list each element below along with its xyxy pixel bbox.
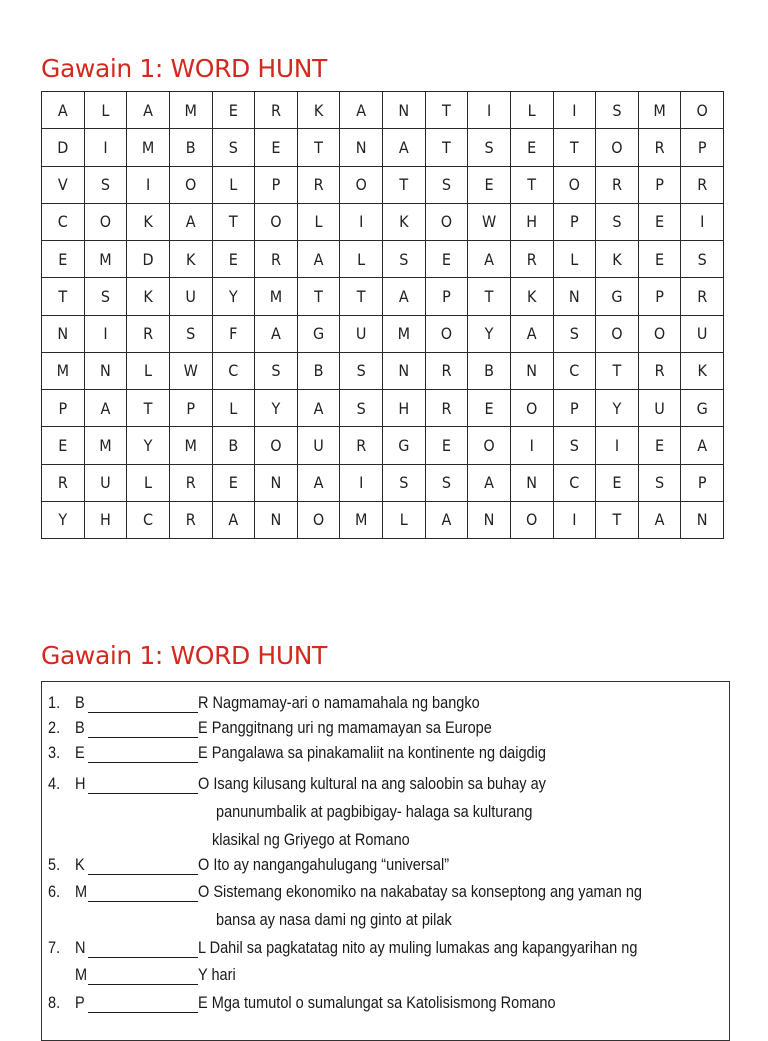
grid-cell[interactable]: H <box>510 203 553 240</box>
grid-cell[interactable]: A <box>212 501 255 538</box>
grid-cell[interactable]: O <box>553 166 596 203</box>
clue-number: 4. <box>48 775 61 793</box>
grid-cell[interactable]: T <box>596 352 639 389</box>
grid-cell[interactable]: R <box>510 241 553 278</box>
grid-cell[interactable]: A <box>510 315 553 352</box>
grid-cell[interactable]: I <box>84 129 127 166</box>
clue-definition <box>198 744 546 763</box>
grid-cell[interactable]: U <box>169 278 212 315</box>
grid-cell[interactable]: P <box>425 278 468 315</box>
grid-cell[interactable]: N <box>383 92 426 129</box>
grid-cell[interactable]: P <box>638 278 681 315</box>
grid-cell[interactable]: K <box>383 203 426 240</box>
grid-cell[interactable]: N <box>510 464 553 501</box>
grid-cell[interactable]: I <box>468 92 511 129</box>
grid-cell[interactable]: T <box>425 129 468 166</box>
clue-text-continued: panunumbalik at pagbibigay- halaga sa kulturang <box>216 803 533 821</box>
grid-cell[interactable]: O <box>425 315 468 352</box>
grid-cell[interactable]: W <box>169 352 212 389</box>
grid-cell[interactable]: R <box>638 352 681 389</box>
clue-end-letter: E <box>198 719 208 737</box>
clue-end-letter: Y <box>198 966 208 984</box>
grid-cell[interactable]: P <box>638 166 681 203</box>
clue-end-letter: O <box>198 883 210 901</box>
grid-cell[interactable]: M <box>169 92 212 129</box>
grid-cell[interactable]: T <box>297 129 340 166</box>
grid-cell[interactable]: R <box>255 241 298 278</box>
grid-cell[interactable]: E <box>596 464 639 501</box>
grid-cell[interactable]: H <box>383 390 426 427</box>
clue-text-continued: bansa ay nasa dami ng ginto at pilak <box>216 911 452 929</box>
grid-cell[interactable]: I <box>84 315 127 352</box>
worksheet-title-clues: Gawain 1: WORD HUNT <box>41 641 327 670</box>
grid-cell[interactable]: I <box>553 92 596 129</box>
grid-cell[interactable]: A <box>340 92 383 129</box>
clue-end-letter: R <box>198 694 209 712</box>
grid-cell[interactable]: R <box>638 129 681 166</box>
grid-cell[interactable]: L <box>383 501 426 538</box>
grid-cell[interactable]: M <box>255 278 298 315</box>
clue-definition <box>198 966 236 985</box>
grid-cell[interactable]: O <box>638 315 681 352</box>
clue-text: hari <box>211 966 236 984</box>
grid-cell[interactable]: K <box>510 278 553 315</box>
grid-row <box>42 203 724 240</box>
grid-cell[interactable]: O <box>84 203 127 240</box>
grid-cell[interactable]: B <box>297 352 340 389</box>
grid-cell[interactable]: E <box>255 129 298 166</box>
grid-cell[interactable]: N <box>84 352 127 389</box>
grid-cell[interactable]: E <box>510 129 553 166</box>
grid-cell[interactable]: Y <box>127 427 170 464</box>
clue-text: Isang kilusang kultural na ang saloobin sa buhay ay <box>213 775 546 793</box>
grid-cell[interactable]: O <box>468 427 511 464</box>
grid-cell[interactable]: L <box>553 241 596 278</box>
grid-cell[interactable]: R <box>340 427 383 464</box>
grid-cell[interactable]: A <box>297 390 340 427</box>
grid-cell[interactable]: K <box>596 241 639 278</box>
grid-cell[interactable]: T <box>212 203 255 240</box>
grid-row <box>42 390 724 427</box>
grid-cell[interactable]: K <box>681 352 724 389</box>
grid-cell[interactable]: B <box>468 352 511 389</box>
grid-cell[interactable]: Y <box>468 315 511 352</box>
grid-cell[interactable]: S <box>383 241 426 278</box>
clue-number: 6. <box>48 883 61 901</box>
grid-cell[interactable]: R <box>255 92 298 129</box>
grid-cell[interactable]: E <box>638 203 681 240</box>
grid-cell[interactable]: R <box>42 464 85 501</box>
grid-cell[interactable]: I <box>510 427 553 464</box>
grid-row <box>42 352 724 389</box>
grid-cell[interactable]: N <box>340 129 383 166</box>
grid-cell[interactable]: E <box>638 241 681 278</box>
clue-number: 7. <box>48 939 61 957</box>
grid-cell[interactable]: E <box>425 427 468 464</box>
grid-cell[interactable]: S <box>638 464 681 501</box>
worksheet-title: Gawain 1: WORD HUNT <box>41 54 327 83</box>
grid-cell[interactable]: K <box>297 92 340 129</box>
clue-end-letter: E <box>198 744 208 762</box>
clue-end-letter: O <box>198 775 210 793</box>
clue-definition <box>198 994 556 1013</box>
grid-row <box>42 92 724 129</box>
grid-cell[interactable]: L <box>212 390 255 427</box>
grid-cell[interactable]: A <box>169 203 212 240</box>
grid-cell[interactable]: T <box>510 166 553 203</box>
grid-cell[interactable]: C <box>42 203 85 240</box>
grid-cell[interactable]: M <box>84 241 127 278</box>
grid-cell[interactable]: W <box>468 203 511 240</box>
grid-cell[interactable]: E <box>638 427 681 464</box>
grid-cell[interactable]: H <box>84 501 127 538</box>
grid-cell[interactable]: O <box>255 427 298 464</box>
clue-number: 1. <box>48 694 61 712</box>
clue-number: 3. <box>48 744 61 762</box>
clue-definition <box>198 939 637 958</box>
grid-cell[interactable]: C <box>212 352 255 389</box>
grid-cell[interactable]: L <box>510 92 553 129</box>
grid-cell[interactable]: G <box>297 315 340 352</box>
grid-cell[interactable]: R <box>297 166 340 203</box>
clue-text: Sistemang ekonomiko na nakabatay sa konseptong ang yaman ng <box>213 883 642 901</box>
grid-cell[interactable]: O <box>255 203 298 240</box>
grid-cell[interactable]: O <box>169 166 212 203</box>
grid-cell[interactable]: N <box>681 501 724 538</box>
grid-cell[interactable]: T <box>340 278 383 315</box>
grid-cell[interactable]: L <box>212 166 255 203</box>
clue-end-letter: O <box>198 856 210 874</box>
grid-cell[interactable]: L <box>297 203 340 240</box>
grid-cell[interactable]: I <box>553 501 596 538</box>
grid-cell[interactable]: S <box>340 352 383 389</box>
clue-answer-blank[interactable] <box>88 874 198 875</box>
grid-cell[interactable]: O <box>596 315 639 352</box>
grid-cell[interactable]: F <box>212 315 255 352</box>
clue-start-letter: H <box>75 775 86 793</box>
grid-cell[interactable]: S <box>553 315 596 352</box>
grid-cell[interactable]: S <box>553 427 596 464</box>
grid-cell[interactable]: N <box>510 352 553 389</box>
grid-cell[interactable]: I <box>681 203 724 240</box>
grid-cell[interactable]: N <box>468 501 511 538</box>
grid-cell[interactable]: T <box>553 129 596 166</box>
grid-cell[interactable]: N <box>255 464 298 501</box>
clue-definition <box>198 883 642 902</box>
clue-text-continued: klasikal ng Griyego at Romano <box>212 831 410 849</box>
grid-cell[interactable]: D <box>42 129 85 166</box>
grid-cell[interactable]: B <box>169 129 212 166</box>
grid-cell[interactable]: S <box>681 241 724 278</box>
grid-cell[interactable]: E <box>42 427 85 464</box>
grid-row <box>42 166 724 203</box>
grid-cell[interactable]: A <box>383 278 426 315</box>
clue-start-letter: M <box>75 883 88 901</box>
grid-cell[interactable]: R <box>681 278 724 315</box>
grid-cell[interactable]: S <box>84 278 127 315</box>
grid-cell[interactable]: G <box>383 427 426 464</box>
grid-cell[interactable]: E <box>468 166 511 203</box>
grid-cell[interactable]: R <box>425 390 468 427</box>
grid-cell[interactable]: R <box>596 166 639 203</box>
clue-text: Nagmamay-ari o namamahala ng bangko <box>212 694 480 712</box>
grid-cell[interactable]: S <box>596 92 639 129</box>
clue-answer-blank[interactable] <box>88 957 198 958</box>
grid-cell[interactable]: U <box>340 315 383 352</box>
grid-cell[interactable]: I <box>596 427 639 464</box>
grid-cell[interactable]: T <box>42 278 85 315</box>
grid-cell[interactable]: T <box>425 92 468 129</box>
grid-cell[interactable]: S <box>84 166 127 203</box>
grid-cell[interactable]: S <box>425 464 468 501</box>
grid-cell[interactable]: E <box>425 241 468 278</box>
grid-cell[interactable]: P <box>255 166 298 203</box>
grid-cell[interactable]: M <box>127 129 170 166</box>
clue-start-letter: M <box>75 966 88 984</box>
clue-text: Ito ay nangangahulugang “universal” <box>213 856 450 874</box>
grid-cell[interactable]: U <box>681 315 724 352</box>
grid-cell[interactable]: O <box>425 203 468 240</box>
grid-row <box>42 278 724 315</box>
grid-cell[interactable]: P <box>553 203 596 240</box>
grid-cell[interactable]: N <box>42 315 85 352</box>
grid-cell[interactable]: P <box>553 390 596 427</box>
grid-cell[interactable]: U <box>638 390 681 427</box>
clue-answer-blank[interactable] <box>88 1012 198 1013</box>
grid-cell[interactable]: V <box>42 166 85 203</box>
clue-definition <box>198 856 449 875</box>
grid-cell[interactable]: E <box>212 241 255 278</box>
clue-text: Panggitnang uri ng mamamayan sa Europe <box>211 719 492 737</box>
grid-cell[interactable]: C <box>553 352 596 389</box>
clue-answer-blank[interactable] <box>88 793 198 794</box>
grid-cell[interactable]: S <box>425 166 468 203</box>
grid-cell[interactable]: O <box>681 92 724 129</box>
grid-cell[interactable]: R <box>425 352 468 389</box>
grid-cell[interactable]: R <box>169 501 212 538</box>
clue-start-letter: N <box>75 939 86 957</box>
grid-cell[interactable]: L <box>127 352 170 389</box>
grid-cell[interactable]: Y <box>596 390 639 427</box>
grid-cell[interactable]: K <box>127 278 170 315</box>
clue-text: Mga tumutol o sumalungat sa Katolisismong Romano <box>211 994 556 1012</box>
grid-cell[interactable]: O <box>510 390 553 427</box>
grid-cell[interactable]: A <box>468 241 511 278</box>
grid-cell[interactable]: S <box>383 464 426 501</box>
grid-cell[interactable]: U <box>84 464 127 501</box>
grid-cell[interactable]: S <box>340 390 383 427</box>
grid-cell[interactable]: L <box>340 241 383 278</box>
grid-cell[interactable]: A <box>255 315 298 352</box>
grid-cell[interactable]: I <box>340 464 383 501</box>
grid-cell[interactable]: S <box>212 129 255 166</box>
grid-cell[interactable]: I <box>127 166 170 203</box>
grid-cell[interactable]: L <box>127 464 170 501</box>
grid-cell[interactable]: G <box>596 278 639 315</box>
grid-cell[interactable]: P <box>42 390 85 427</box>
clue-number: 2. <box>48 719 61 737</box>
grid-cell[interactable]: A <box>42 92 85 129</box>
clue-definition <box>198 719 492 738</box>
clue-answer-blank[interactable] <box>88 712 198 713</box>
clue-definition <box>198 775 546 794</box>
grid-cell[interactable]: E <box>42 241 85 278</box>
grid-cell[interactable]: A <box>297 464 340 501</box>
grid-cell[interactable]: A <box>638 501 681 538</box>
grid-cell[interactable]: M <box>340 501 383 538</box>
grid-cell[interactable]: Y <box>255 390 298 427</box>
grid-cell[interactable]: T <box>468 278 511 315</box>
grid-cell[interactable]: E <box>468 390 511 427</box>
clue-definition <box>198 694 480 713</box>
grid-cell[interactable]: T <box>127 390 170 427</box>
clue-start-letter: E <box>75 744 85 762</box>
grid-cell[interactable]: P <box>681 129 724 166</box>
grid-cell[interactable]: R <box>127 315 170 352</box>
grid-cell[interactable]: C <box>553 464 596 501</box>
word-search-grid <box>41 91 724 539</box>
grid-cell[interactable]: N <box>383 352 426 389</box>
clue-answer-blank[interactable] <box>88 737 198 738</box>
grid-cell[interactable]: A <box>681 427 724 464</box>
clue-answer-blank[interactable] <box>88 984 198 985</box>
grid-cell[interactable]: N <box>553 278 596 315</box>
grid-cell[interactable]: A <box>297 241 340 278</box>
clue-text: Pangalawa sa pinakamaliit na kontinente ng daigdig <box>211 744 546 762</box>
grid-cell[interactable]: A <box>127 92 170 129</box>
clue-start-letter: K <box>75 856 85 874</box>
clue-end-letter: E <box>198 994 208 1012</box>
grid-row <box>42 315 724 352</box>
grid-cell[interactable]: M <box>638 92 681 129</box>
clue-start-letter: B <box>75 719 85 737</box>
grid-cell[interactable]: L <box>84 92 127 129</box>
grid-row <box>42 241 724 278</box>
grid-cell[interactable]: A <box>383 129 426 166</box>
grid-cell[interactable]: O <box>297 501 340 538</box>
grid-cell[interactable]: A <box>84 390 127 427</box>
grid-cell[interactable]: K <box>127 203 170 240</box>
grid-cell[interactable]: M <box>169 427 212 464</box>
grid-cell[interactable]: I <box>340 203 383 240</box>
grid-cell[interactable]: T <box>383 166 426 203</box>
grid-row <box>42 129 724 166</box>
clue-number: 8. <box>48 994 61 1012</box>
clue-number: 5. <box>48 856 61 874</box>
grid-cell[interactable]: A <box>425 501 468 538</box>
clue-answer-blank[interactable] <box>88 762 198 763</box>
grid-cell[interactable]: Y <box>42 501 85 538</box>
grid-cell[interactable]: K <box>169 241 212 278</box>
grid-cell[interactable]: M <box>383 315 426 352</box>
grid-cell[interactable]: S <box>468 129 511 166</box>
grid-cell[interactable]: R <box>169 464 212 501</box>
clue-start-letter: P <box>75 994 85 1012</box>
grid-cell[interactable]: T <box>297 278 340 315</box>
grid-cell[interactable]: N <box>255 501 298 538</box>
grid-cell[interactable]: M <box>84 427 127 464</box>
grid-cell[interactable]: P <box>169 390 212 427</box>
grid-cell[interactable]: M <box>42 352 85 389</box>
grid-cell[interactable]: S <box>255 352 298 389</box>
clue-end-letter: L <box>198 939 206 957</box>
grid-cell[interactable]: P <box>681 464 724 501</box>
grid-row <box>42 427 724 464</box>
grid-cell[interactable]: D <box>127 241 170 278</box>
grid-cell[interactable]: A <box>468 464 511 501</box>
grid-cell[interactable]: B <box>212 427 255 464</box>
grid-cell[interactable]: Y <box>212 278 255 315</box>
grid-cell[interactable]: O <box>596 129 639 166</box>
grid-row <box>42 464 724 501</box>
grid-cell[interactable]: O <box>510 501 553 538</box>
grid-cell[interactable]: E <box>212 92 255 129</box>
grid-cell[interactable]: S <box>169 315 212 352</box>
grid-cell[interactable]: C <box>127 501 170 538</box>
grid-cell[interactable]: E <box>212 464 255 501</box>
grid-cell[interactable]: O <box>340 166 383 203</box>
grid-row <box>42 501 724 538</box>
grid-cell[interactable]: G <box>681 390 724 427</box>
clue-answer-blank[interactable] <box>88 901 198 902</box>
clue-start-letter: B <box>75 694 85 712</box>
grid-cell[interactable]: U <box>297 427 340 464</box>
grid-cell[interactable]: T <box>596 501 639 538</box>
grid-cell[interactable]: R <box>681 166 724 203</box>
grid-cell[interactable]: S <box>596 203 639 240</box>
clue-text: Dahil sa pagkatatag nito ay muling lumakas ang kapangyarihan ng <box>209 939 638 957</box>
